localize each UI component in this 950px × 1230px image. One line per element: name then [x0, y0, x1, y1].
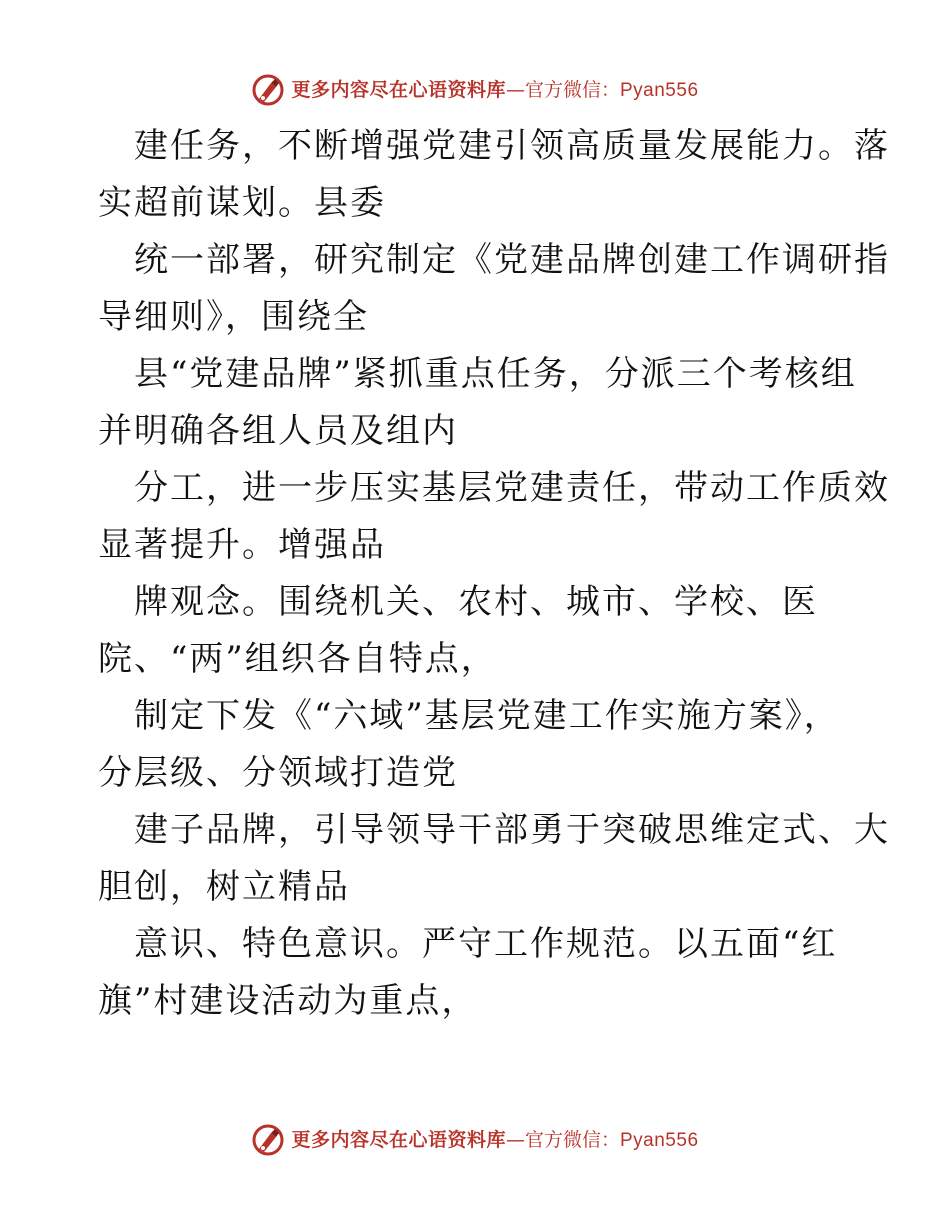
paragraph-line: 统一部署，研究制定《党建品牌创建工作调研指 — [134, 240, 890, 280]
paragraph-line: 建子品牌，引导领导干部勇于突破思维定式、大 — [134, 810, 890, 850]
banner-slogan: 更多内容尽在心语资料库 — [291, 1128, 506, 1151]
paragraph-line: 导细则》，围绕全 — [98, 297, 369, 337]
paragraph-line: 实超前谋划。县委 — [98, 183, 386, 223]
banner-official-label: 官方微信： — [524, 1128, 620, 1151]
banner-wechat-id: Pyan556 — [620, 79, 699, 101]
paragraph-line: 建任务，不断增强党建引领高质量发展能力。落 — [134, 126, 890, 166]
document-body — [98, 118, 890, 1030]
paragraph-line: 显著提升。增强品 — [98, 525, 386, 565]
banner-dash: — — [505, 78, 525, 101]
paragraph-line: 分层级、分领域打造党 — [98, 753, 458, 793]
footer-banner — [0, 1120, 950, 1160]
header-banner — [0, 70, 950, 110]
paragraph-line: 并明确各组人员及组内 — [98, 411, 458, 451]
banner-wechat-id: Pyan556 — [620, 1129, 699, 1151]
banner-slogan: 更多内容尽在心语资料库 — [291, 78, 506, 101]
paragraph-line: 院、“两”组织各自特点， — [98, 639, 497, 679]
paragraph-line: 牌观念。围绕机关、农村、城市、学校、医 — [134, 582, 818, 622]
paragraph-line: 县“党建品牌”紧抓重点任务，分派三个考核组 — [134, 354, 857, 394]
paragraph-line: 意识、特色意识。严守工作规范。以五面“红 — [134, 924, 838, 964]
paragraph-line: 旗”村建设活动为重点， — [98, 981, 478, 1021]
pen-circle-logo-icon — [251, 73, 285, 107]
paragraph-line: 分工，进一步压实基层党建责任，带动工作质效 — [134, 468, 890, 508]
banner-official-label: 官方微信： — [524, 78, 620, 101]
paragraph-line: 制定下发《“六域”基层党建工作实施方案》， — [134, 696, 840, 736]
pen-circle-logo-icon — [251, 1123, 285, 1157]
paragraph-line: 胆创，树立精品 — [98, 867, 350, 907]
banner-dash: — — [505, 1128, 525, 1151]
